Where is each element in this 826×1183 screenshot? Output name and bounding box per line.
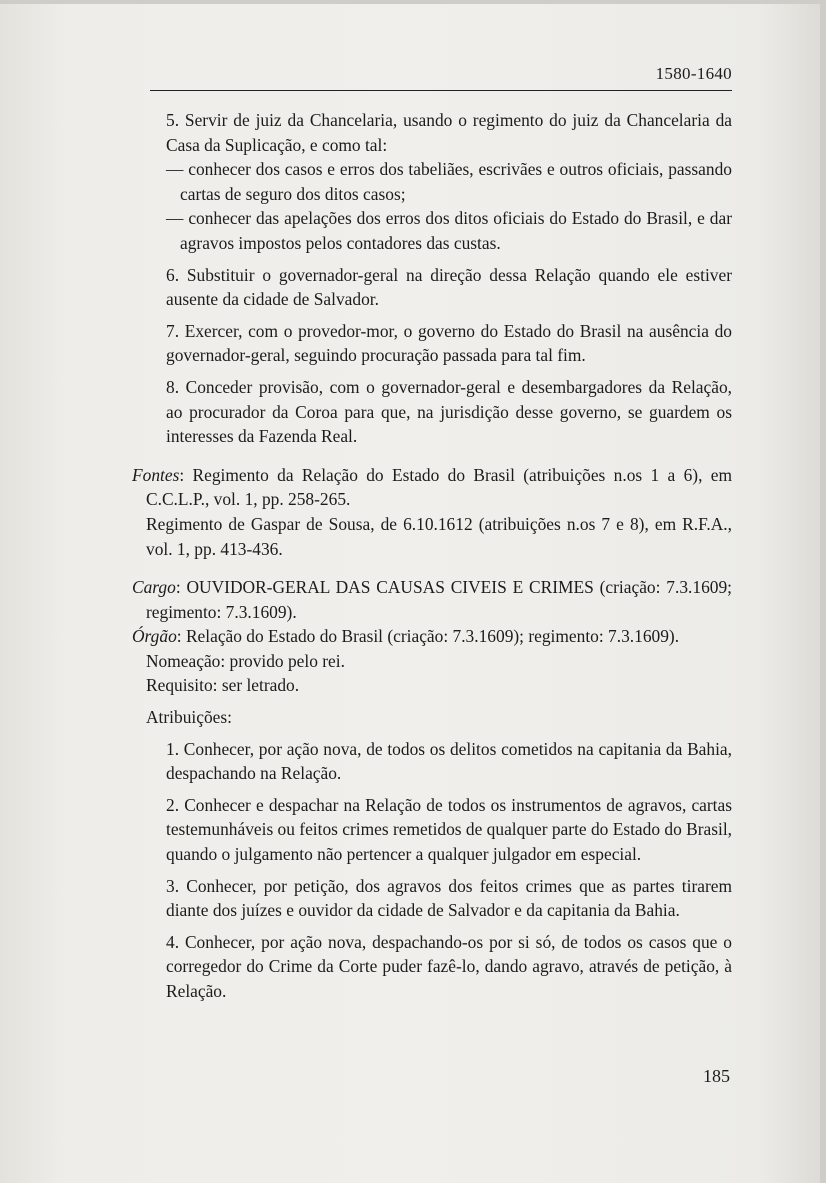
item-5: 5. Servir de juiz da Chancelaria, usando o regimento do juiz da Chancelaria da Casa da Suplicação, e como tal:: [166, 110, 732, 155]
page-top-edge: [0, 0, 826, 4]
atribuicao-1: 1. Conhecer, por ação nova, de todos os delitos cometidos na capitania da Bahia, despachando na Relação.: [166, 738, 732, 784]
page-body: [132, 108, 732, 1004]
atribuicao-4: 4. Conhecer, por ação nova, despachando-os por si só, de todos os casos que o corregedor do Crime da Corte puder fazê-lo, dando agravo, através de petição, à Relação.: [166, 931, 732, 1001]
cargo-text: : OUVIDOR-GERAL DAS CAUSAS CIVEIS E CRIMES (criação: 7.3.1609; regimento: 7.3.1609).: [146, 577, 732, 622]
item-7: 7. Exercer, com o provedor-mor, o governo do Estado do Brasil na ausência do governador-geral, seguindo procuração passada para tal fim.: [166, 320, 732, 366]
fontes-line-1: [132, 463, 732, 512]
fontes-line-2: Regimento de Gaspar de Sousa, de 6.10.1612 (atribuições n.os 7 e 8), em R.F.A., vol. 1, pp. 413-436.: [146, 513, 732, 559]
orgao-label: Órgão: [132, 626, 177, 647]
orgao-line: [132, 624, 732, 649]
cargo-label: Cargo: [132, 577, 176, 598]
fontes-label: Fontes: [132, 464, 180, 485]
item-8: 8. Conceder provisão, com o governador-geral e desembargadores da Relação, ao procurador da Coroa para que, na jurisdição desse governo, se guardem os interesses da Fazenda Real.: [166, 376, 732, 447]
item-6: 6. Substituir o governador-geral na direção dessa Relação quando ele estiver ausente da cidade de Salvador.: [166, 264, 732, 310]
requisito-line: Requisito: ser letrado.: [146, 675, 300, 696]
bullet-item: — conhecer dos casos e erros dos tabeliães, escrivães e outros oficiais, passando cartas de seguro dos ditos casos;: [166, 159, 732, 204]
page-number: 185: [703, 1066, 730, 1086]
orgao-text: : Relação do Estado do Brasil (criação: 7.3.1609); regimento: 7.3.1609).: [176, 626, 680, 647]
page-edge-shadow: [820, 0, 826, 1183]
atribuicao-3: 3. Conhecer, por petição, dos agravos dos feitos crimes que as partes tirarem diante dos juízes e ouvidor da cidade de Salvador e da capitania da Bahia.: [166, 875, 732, 921]
header-rule: [150, 90, 732, 91]
running-head: 1580-1640: [655, 64, 732, 83]
fontes-text: : Regimento da Relação do Estado do Brasil (atribuições n.os 1 a 6), em C.C.L.P., vol. 1, pp. 258-265.: [146, 464, 732, 510]
atribuicao-2: 2. Conhecer e despachar na Relação de todos os instrumentos de agravos, cartas testemunháveis ou feitos crimes remetidos de qualquer parte do Estado do Brasil, quando o julgamento não pertencer a qualquer julgador em especial.: [166, 794, 733, 865]
nomeacao-line: Nomeação: provido pelo rei.: [146, 650, 345, 671]
bullet-item: — conhecer das apelações dos erros dos ditos oficiais do Estado do Brasil, e dar agravos impostos pelos contadores das custas.: [166, 208, 732, 253]
atribuicoes-heading: Atribuições:: [146, 707, 232, 728]
cargo-line: [132, 575, 732, 624]
